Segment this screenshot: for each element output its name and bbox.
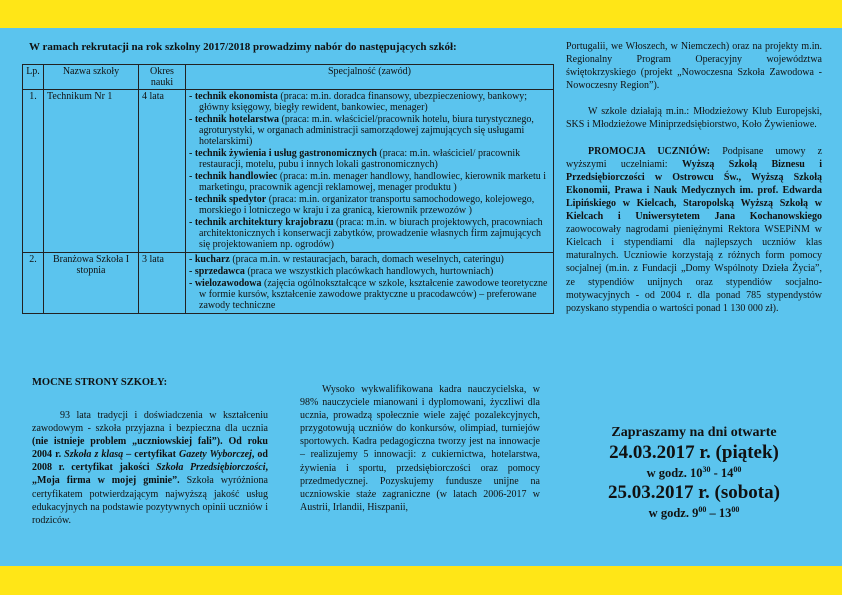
row2-specs — [186, 253, 554, 314]
row2-okres: 3 lata — [139, 253, 186, 314]
promo-paragraph: PROMOCJA UCZNIÓW: Podpisane umowy z wyższymi uczelniami: Wyższą Szkołą Biznesu i Przedsiębiorczości w Ostrowcu Św., Wyższą Szkołą Ekonomii, Prawa i Nauk Medycznych im. prof. Edwarda Lipińskiego w Kielcach, Staropolską Wyższą Szkołą w Kielcach i Uniwersytetem Jana Kochanowskiego zaowocowały nagrodami pieniężnymi Rektora WSEPiNM w Kielcach i stypendiami dla najlepszych uczniów klas maturalnych. Uczniowie korzystają z różnych form pomocy socjalnej (m.in. z Fundacji „Domy Wspólnoty Dzieła Życia”, ze stypendiów unijnych oraz stypendiów socjalno-motywacyjnych - od 2004 r. dla ponad 785 stypendystów pozyskano stypendia o wartości ponad 1 130 000 zł). — [566, 145, 823, 314]
spec-item: - technik handlowiec (praca: m.in. menager handlowy, handlowiec, kierownik marketu i marketingu, pracownik agencji reklamowej, menager produktu ) — [189, 171, 547, 193]
right-p2: W szkole działają m.in.: Młodzieżowy Klub Europejski, SKS i Młodzieżowe Miniprzedsiębiorstwo, Koło Żywieniowe. — [566, 106, 822, 131]
header-lp: Lp. — [23, 65, 44, 90]
row2-name: Branżowa Szkoła I stopnia — [44, 253, 139, 314]
open-day-time-2: w godz. $9^{00} - 13^{00}$ — [648, 504, 740, 520]
header-name: Nazwa szkoły — [44, 65, 139, 90]
open-day-date-2: 25.03.2017 r. (sobota) — [608, 482, 780, 503]
spec-item: - technik ekonomista (praca: m.in. doradca finansowy, ubezpieczeniowy, bankowy; główny księgowy, biegły rewident, bankowiec, menager) — [189, 91, 528, 113]
spec-item: - technik żywienia i usług gastronomicznych (praca: m.in. właściciel/ pracownik restauracji, motelu, pubu i innych lokali gastronomicznych) — [189, 148, 521, 170]
spec-item: - technik hotelarstwa (praca: m.in. właściciel/pracownik hotelu, biura turystycznego, agroturystyki, w organach administracji samorządowej zajmujących się usługami hotelarskimi) — [189, 114, 534, 147]
right-column — [566, 40, 822, 315]
schools-table — [22, 64, 554, 314]
row2-lp: 2. — [23, 253, 44, 314]
row1-lp: 1. — [23, 90, 44, 253]
open-day-time-1: w godz. $10^{30} - 14^{00}$ — [646, 464, 742, 480]
row1-okres: 4 lata — [139, 90, 186, 253]
header-okres: Okres nauki — [139, 65, 186, 90]
right-p1: Portugalii, we Włoszech, w Niemczech) oraz na projekty m.in. Regionalny Program Operacyjny województwa świętokrzyskiego (projekt „Nowoczesna Szkoła Zawodowa - Nowoczesny Region”). — [566, 41, 822, 92]
spec-item: - kucharz (praca m.in. w restauracjach, barach, domach weselnych, cateringu) — [189, 254, 504, 265]
table-row-branzowa — [23, 253, 554, 314]
spec-item: - technik spedytor (praca: m.in. organizator transportu samochodowego, kolejowego, morskiego i lotniczego w kraju i za granicą, kierownik przewozów ) — [189, 194, 535, 216]
strengths-title: MOCNE STRONY SZKOŁY: — [32, 377, 168, 388]
spec-item: - wielozawodowa (zajęcia ogólnokształcące w szkole, kształcenie zawodowe teoretyczne w formie kursów, kształcenie zawodowe praktyczne u pracodawców) – preferowane zawody techniczne — [189, 278, 548, 311]
middle-text: Wysoko wykwalifikowana kadra nauczycielska, w 98% nauczyciele mianowani i dyplomowani, życzliwi dla ucznia, prowadzą społecznie wiele zajęć pozalekcyjnych, przygotowują uczniów do konkursów, olimpiad, turniejów sportowych. Kadra pedagogiczna tworzy jest na innowacje – realizujemy 5 innowacji: z cukiernictwa, hotelarstwa, żywienia i sportu, przedsiębiorczości oraz pomocy przedmedycznej. Pozyskujemy fundusze unijne na uczniowskie staże zagraniczne (w latach 2006-2017 w Austrii, Irlandii, Hiszpanii, — [300, 384, 540, 513]
strengths-text: 93 lata tradycji i doświadczenia w kształceniu zawodowym - szkoła przyjazna i bezpieczna dla ucznia (nie istnieje problem „uczniowskiej fali”). Od roku 2004 r. Szkoła z klasą – certyfikat Gazety Wyborczej, od 2008 r. certyfikat jakości Szkoła Przedsiębiorczości, „Moja firma w mojej gminie”. Szkoła wyróżniona certyfikatem potwierdzającym najwyższą jakość usług edukacyjnych na podstawie pozytywnych opinii uczniów i rodziców. — [32, 410, 268, 526]
spec-item: - sprzedawca (praca we wszystkich placówkach handlowych, hurtowniach) — [189, 266, 494, 277]
open-day-date-1: 24.03.2017 r. (piątek) — [609, 442, 779, 463]
page-heading: W ramach rekrutacji na rok szkolny 2017/2018 prowadzimy nabór do następujących szkół: — [29, 41, 457, 53]
open-days-title: Zapraszamy na dni otwarte — [611, 425, 777, 440]
row1-specs — [186, 90, 554, 253]
table-row-technikum — [23, 90, 554, 253]
row1-name: Technikum Nr 1 — [44, 90, 139, 253]
table-header-row — [23, 65, 554, 90]
header-spec: Specjalność (zawód) — [186, 65, 554, 90]
spec-item: - technik architektury krajobrazu (praca: m.in. w biurach projektowych, pracowniach architektonicznych i konserwacji zabytków, prowadzenie własnych firm zajmujących się projektowaniem np. ogrodów) — [189, 217, 543, 250]
open-days — [566, 424, 822, 522]
